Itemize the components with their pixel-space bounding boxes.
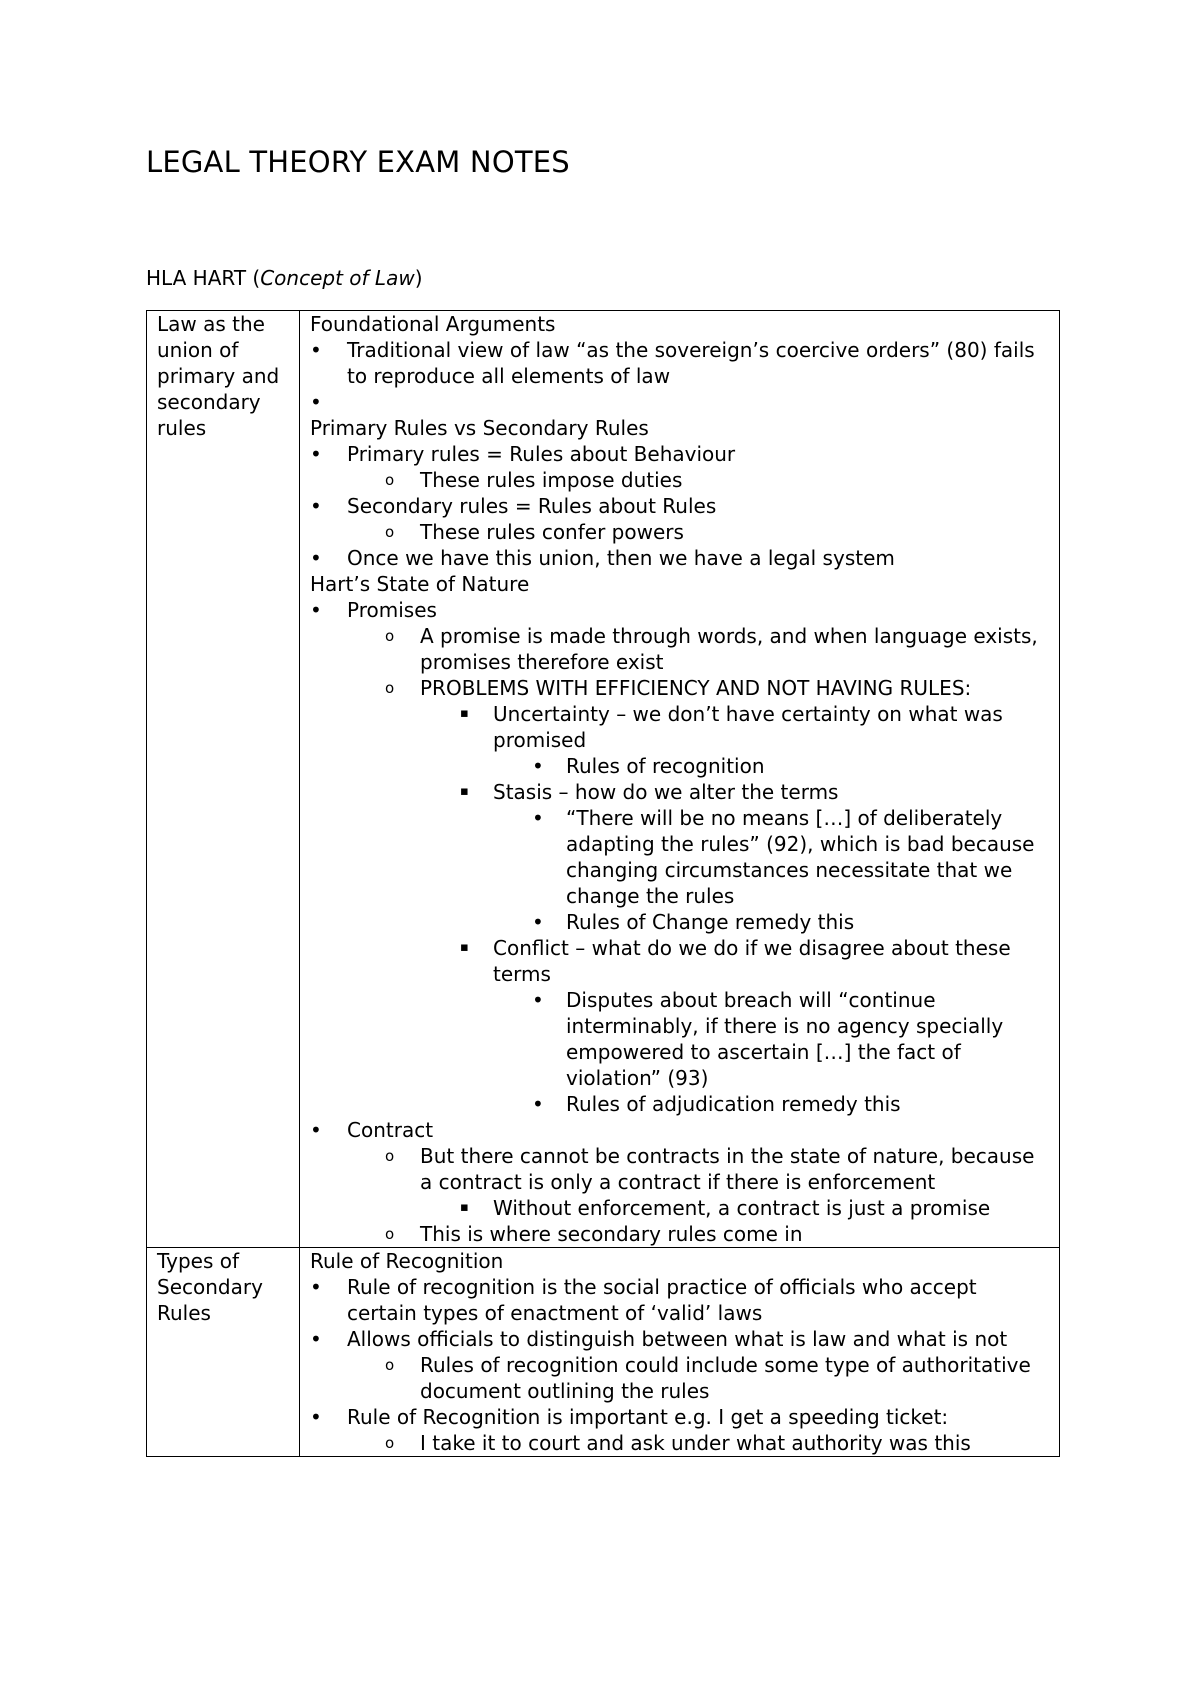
bullet-marker-icon: o <box>385 523 395 541</box>
work-title: Concept of Law <box>260 266 415 290</box>
bullet-marker-icon: ▪ <box>460 706 469 721</box>
list-item-text: These rules confer powers <box>420 520 684 544</box>
list-item-text: PROBLEMS WITH EFFICIENCY AND NOT HAVING RULES: <box>420 676 972 700</box>
list-item-text: A promise is made through words, and when language exists, promises therefore exist <box>420 624 1038 674</box>
bullet-marker-icon: ▪ <box>460 940 469 955</box>
list-item <box>310 1143 1051 1195</box>
bullet-marker-icon: • <box>310 442 322 466</box>
list-item <box>310 1274 1051 1326</box>
section-subheading: Primary Rules vs Secondary Rules <box>310 416 649 440</box>
list-item <box>310 1404 1051 1430</box>
bullet-list <box>310 1274 1051 1456</box>
notes-table-body <box>147 311 1060 1457</box>
author-heading: HLA HART ( <box>146 266 261 290</box>
bullet-marker-icon: • <box>532 1092 544 1116</box>
bullet-marker-icon: o <box>385 627 395 645</box>
list-item <box>310 441 1051 467</box>
bullet-marker-icon: • <box>532 806 544 830</box>
list-item-text: Rules of adjudication remedy this <box>566 1092 901 1116</box>
list-item <box>310 1091 1051 1117</box>
list-item-text: Allows officials to distinguish between what is law and what is not <box>347 1327 1008 1351</box>
list-item-text: Rule of Recognition is important e.g. I get a speeding ticket: <box>347 1405 949 1429</box>
list-item <box>310 493 1051 519</box>
bullet-marker-icon: ▪ <box>460 784 469 799</box>
bullet-marker-icon: • <box>310 598 322 622</box>
bullet-marker-icon: • <box>310 1275 322 1299</box>
bullet-marker-icon: • <box>310 1118 322 1142</box>
list-item-text: Without enforcement, a contract is just a promise <box>493 1196 991 1220</box>
list-item <box>310 805 1051 909</box>
list-item <box>310 753 1051 779</box>
bullet-marker-icon: ▪ <box>460 1200 469 1215</box>
list-item <box>310 389 1051 415</box>
list-item <box>310 909 1051 935</box>
section-heading <box>146 266 423 290</box>
list-item-text: I take it to court and ask under what authority was this <box>420 1431 971 1455</box>
table-row <box>147 1248 1060 1457</box>
section-subheading: Hart’s State of Nature <box>310 572 530 596</box>
list-item <box>310 987 1051 1091</box>
bullet-marker-icon: • <box>310 1405 322 1429</box>
bullet-marker-icon: o <box>385 1356 395 1374</box>
bullet-marker-icon: • <box>310 494 322 518</box>
list-item <box>310 935 1051 987</box>
list-item-text: Contract <box>347 1118 434 1142</box>
list-item <box>310 675 1051 701</box>
list-item-text: Traditional view of law “as the sovereign’s coercive orders” (80) fails to reproduce all elements of law <box>347 338 1035 388</box>
list-item <box>310 467 1051 493</box>
list-item-text: Promises <box>347 598 437 622</box>
bullet-marker-icon: • <box>532 988 544 1012</box>
list-item-text: Conflict – what do we do if we disagree about these terms <box>493 936 1011 986</box>
list-item-text: These rules impose duties <box>420 468 683 492</box>
list-item-text <box>347 390 353 414</box>
bullet-marker-icon: • <box>310 1327 322 1351</box>
bullet-marker-icon: o <box>385 679 395 697</box>
list-item-text: Disputes about breach will “continue interminably, if there is no agency specially empowered to ascertain […] the fact of violation” (93) <box>566 988 1004 1090</box>
topic-cell: Law as the union of primary and secondary rules <box>147 311 300 1248</box>
list-item <box>310 1326 1051 1352</box>
topic-cell: Types of Secondary Rules <box>147 1248 300 1457</box>
list-item-text: “There will be no means […] of deliberately adapting the rules” (92), which is bad because changing circumstances necessitate that we change the rules <box>566 806 1035 908</box>
list-item <box>310 337 1051 389</box>
list-item <box>310 1195 1051 1221</box>
bullet-marker-icon: • <box>310 390 322 414</box>
list-item <box>310 597 1051 623</box>
bullet-list <box>310 441 1051 571</box>
bullet-marker-icon: o <box>385 1147 395 1165</box>
list-item <box>310 1430 1051 1456</box>
list-item <box>310 701 1051 753</box>
bullet-marker-icon: • <box>532 754 544 778</box>
document-title: LEGAL THEORY EXAM NOTES <box>146 145 570 179</box>
notes-table <box>146 310 1060 1457</box>
bullet-list <box>310 597 1051 1247</box>
table-row <box>147 311 1060 1248</box>
list-item-text: Rules of recognition <box>566 754 765 778</box>
list-item-text: Primary rules = Rules about Behaviour <box>347 442 736 466</box>
bullet-marker-icon: • <box>310 546 322 570</box>
list-item <box>310 1221 1051 1247</box>
list-item <box>310 519 1051 545</box>
list-item-text: But there cannot be contracts in the state of nature, because a contract is only a contract if there is enforcement <box>420 1144 1035 1194</box>
bullet-marker-icon: • <box>532 910 544 934</box>
list-item-text: Rule of recognition is the social practice of officials who accept certain types of enactment of ‘valid’ laws <box>347 1275 977 1325</box>
bullet-list <box>310 337 1051 415</box>
list-item-text: Once we have this union, then we have a legal system <box>347 546 895 570</box>
section-subheading: Rule of Recognition <box>310 1249 504 1273</box>
author-heading-end: ) <box>414 266 423 290</box>
bullet-marker-icon: o <box>385 471 395 489</box>
bullet-marker-icon: o <box>385 1225 395 1243</box>
list-item-text: Uncertainty – we don’t have certainty on what was promised <box>493 702 1003 752</box>
list-item-text: Secondary rules = Rules about Rules <box>347 494 717 518</box>
list-item <box>310 779 1051 805</box>
list-item <box>310 1117 1051 1143</box>
list-item-text: Rules of Change remedy this <box>566 910 855 934</box>
content-cell <box>300 311 1060 1248</box>
list-item <box>310 1352 1051 1404</box>
list-item-text: Stasis – how do we alter the terms <box>493 780 839 804</box>
bullet-marker-icon: o <box>385 1434 395 1452</box>
content-cell <box>300 1248 1060 1457</box>
list-item-text: Rules of recognition could include some type of authoritative document outlining the rules <box>420 1353 1031 1403</box>
list-item <box>310 623 1051 675</box>
list-item <box>310 545 1051 571</box>
list-item-text: This is where secondary rules come in <box>420 1222 803 1246</box>
section-subheading: Foundational Arguments <box>310 312 556 336</box>
bullet-marker-icon: • <box>310 338 322 362</box>
